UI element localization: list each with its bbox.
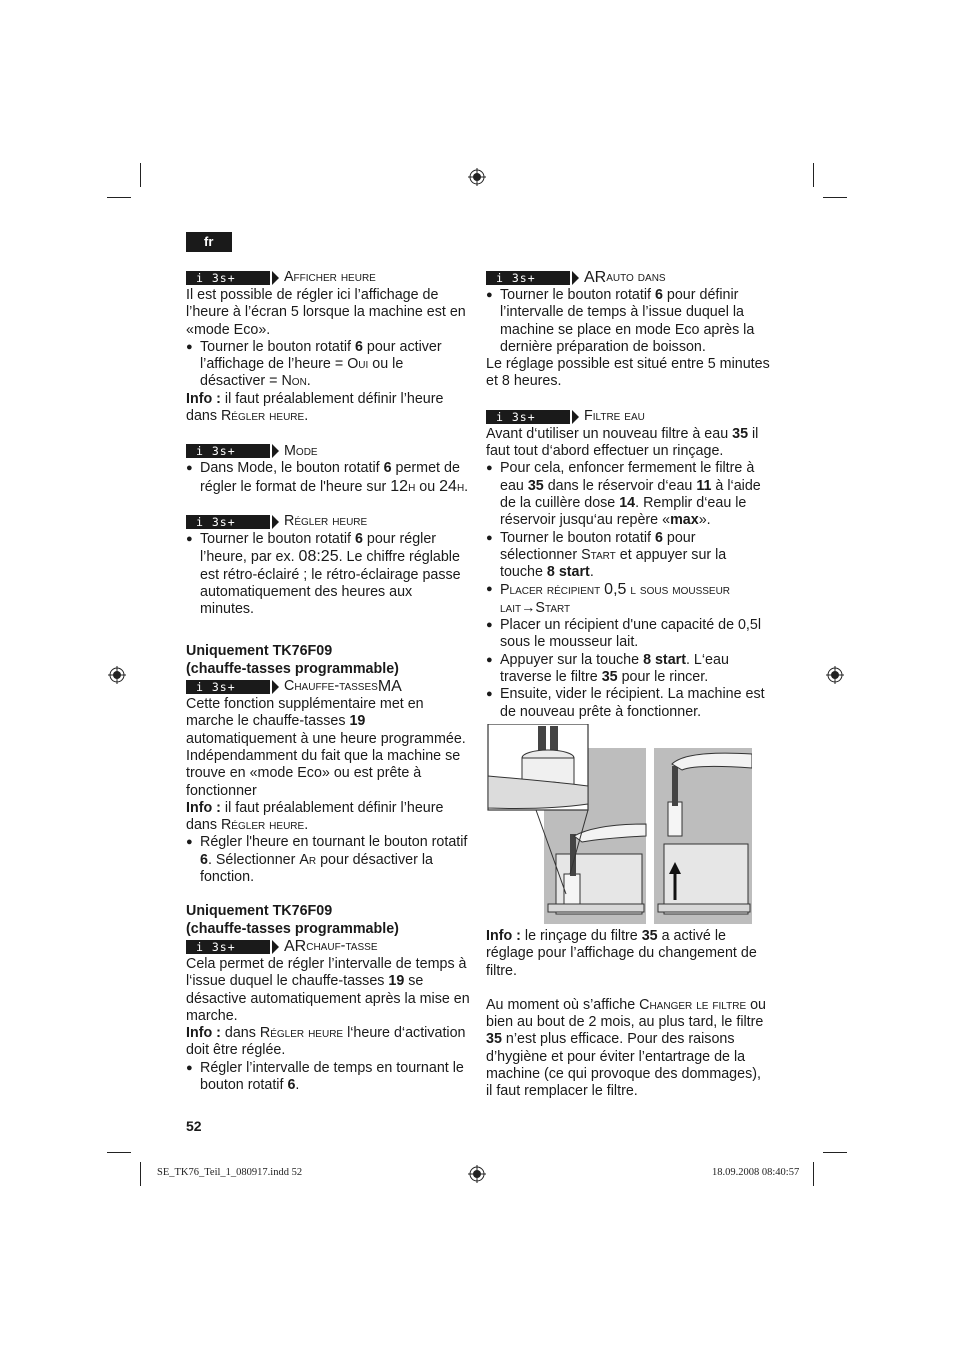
registration-mark-icon bbox=[468, 168, 486, 186]
section-title: Mode bbox=[284, 442, 318, 459]
model-heading: Uniquement TK76F09 bbox=[186, 903, 333, 920]
section-header bbox=[186, 269, 470, 287]
section-header: i 3s+ AR chauf-tasse bbox=[186, 938, 470, 956]
section-title: Filtre eau bbox=[584, 408, 645, 425]
model-subheading: (chauffe-tasses programmable) bbox=[186, 920, 399, 937]
arrow-right-icon bbox=[272, 271, 279, 285]
arrow-right-icon bbox=[272, 940, 279, 954]
bullet-item: ● Tourner le bouton rotatif 6 pour régler l’heure, par ex. 08:25. Le chiffre réglable est rétro-éclairé ; le rétro-éclairage passe automatiquement des heures aux minutes. bbox=[186, 531, 470, 618]
bullet-item: ● Appuyer sur la touche 8 start. L‘eau traverse le filtre 35 pour le rincer. bbox=[486, 652, 770, 687]
left-column bbox=[186, 269, 470, 1094]
paragraph: Cela permet de régler l’intervalle de temps à l‘issue duquel le chauffe-tasses 19 se désactive automatiquement après la mise en marche. bbox=[186, 955, 470, 1024]
paragraph: Il est possible de régler ici l’affichage de l’heure à l’écran 5 lorsque la machine est en «mode Eco». bbox=[186, 287, 466, 338]
paragraph: Au moment où s’affiche Changer le filtre ou bien au bout de 2 mois, au plus tard, le filtre 35 n’est plus efficace. Pour des raisons d’hygiène et pour éviter l’entartrage de la machine (ce qui provoque des dommages), il faut remplacer le filtre. bbox=[486, 996, 766, 1100]
section-title: auto dans bbox=[606, 269, 666, 286]
info-note: Info : le rinçage du filtre 35 a activé le réglage pour l’affichage du changement de filtre. bbox=[486, 928, 757, 979]
bullet-item: ● Dans Mode, le bouton rotatif 6 permet de régler le format de l'heure sur 12h ou 24h. bbox=[186, 460, 470, 496]
display-badge: i 3s+ bbox=[486, 271, 570, 285]
page-number: 52 bbox=[186, 1118, 202, 1134]
right-column bbox=[486, 269, 770, 721]
bullet-item: ● Placer récipient 0,5 l sous mousseur lait→Start bbox=[486, 581, 770, 617]
paragraph: Cette fonction supplémentaire met en marche le chauffe-tasses 19 automatiquement à une heure programmée. Indépendamment du fait que la machine se trouve en «mode Eco» ou est prête à fonctionner bbox=[186, 696, 466, 799]
bullet-item: ● Placer un récipient d'une capacité de 0,5l sous le mousseur lait. bbox=[486, 617, 770, 652]
model-heading: Uniquement TK76F09 bbox=[186, 643, 333, 660]
section-header bbox=[186, 513, 470, 531]
info-note: Info : il faut préalablement définir l’heure dans Régler heure. bbox=[186, 799, 444, 834]
bullet-item: ● Ensuite, vider le récipient. La machine est de nouveau prête à fonctionner. bbox=[486, 686, 770, 721]
display-badge: i 3s+ bbox=[186, 444, 270, 458]
info-note: Info : il faut préalablement définir l’heure dans Régler heure. bbox=[186, 390, 444, 425]
bullet-item: ● Tourner le bouton rotatif 6 pour définir l’intervalle de temps à l’issue duquel la machine se place en mode Eco après la dernière préparation de boisson. bbox=[486, 287, 770, 356]
registration-mark-icon bbox=[108, 666, 126, 684]
section-title: Régler heure bbox=[284, 513, 368, 530]
paragraph: Le réglage possible est situé entre 5 minutes et 8 heures. bbox=[486, 356, 770, 390]
paragraph: Avant d‘utiliser un nouveau filtre à eau 35 il faut tout d‘abord effectuer un rinçage. bbox=[486, 425, 759, 460]
display-badge: i 3s+ bbox=[186, 680, 270, 694]
section-header bbox=[486, 408, 770, 426]
bullet-item: ● Tourner le bouton rotatif 6 pour activer l’affichage de l’heure = Oui ou le désactiver = Non. bbox=[186, 339, 470, 391]
crop-mark bbox=[813, 163, 814, 187]
section-header: i 3s+ Chauffe-tasses MA bbox=[186, 678, 470, 696]
crop-mark bbox=[823, 197, 847, 198]
arrow-right-icon bbox=[272, 444, 279, 458]
right-column-lower bbox=[486, 928, 770, 1101]
language-tab: fr bbox=[186, 232, 232, 252]
bullet-item: ● Pour cela, enfoncer fermement le filtre à eau 35 dans le réservoir d‘eau 11 à l‘aide de la cuillère dose 14. Remplir d‘eau le réservoir jusqu‘au repère «max». bbox=[486, 460, 770, 529]
footer-filename: SE_TK76_Teil_1_080917.indd 52 bbox=[157, 1167, 303, 1178]
registration-mark-icon bbox=[468, 1165, 486, 1183]
info-note: Info : dans Régler heure l‘heure d‘activation doit être réglée. bbox=[186, 1025, 466, 1059]
bullet-item: ● Régler l’intervalle de temps en tournant le bouton rotatif 6. bbox=[186, 1060, 470, 1095]
arrow-right-icon bbox=[272, 680, 279, 694]
crop-mark bbox=[140, 1162, 141, 1186]
display-badge: i 3s+ bbox=[486, 410, 570, 424]
crop-mark bbox=[823, 1152, 847, 1153]
registration-mark-icon bbox=[826, 666, 844, 684]
display-badge: i 3s+ bbox=[186, 515, 270, 529]
section-title: chauf-tasse bbox=[306, 938, 378, 955]
display-badge: i 3s+ bbox=[186, 271, 270, 285]
section-title: Afficher heure bbox=[284, 269, 376, 286]
arrow-right-icon bbox=[572, 410, 579, 424]
section-header: i 3s+ AR auto dans bbox=[486, 269, 770, 287]
crop-mark bbox=[107, 197, 131, 198]
filter-rinse-illustration bbox=[486, 724, 752, 924]
bullet-item: ● Régler l'heure en tournant le bouton rotatif 6. Sélectionner Ar pour désactiver la fonction. bbox=[186, 834, 470, 886]
display-badge: i 3s+ bbox=[186, 940, 270, 954]
model-subheading: (chauffe-tasses programmable) bbox=[186, 660, 399, 677]
crop-mark bbox=[140, 163, 141, 187]
bullet-item: ● Tourner le bouton rotatif 6 pour sélectionner Start et appuyer sur la touche 8 start. bbox=[486, 530, 770, 582]
footer-timestamp: 18.09.2008 08:40:57 bbox=[712, 1167, 800, 1178]
section-title: Chauffe-tasses bbox=[284, 678, 378, 695]
arrow-right-icon bbox=[272, 515, 279, 529]
arrow-right-icon bbox=[572, 271, 579, 285]
crop-mark bbox=[813, 1162, 814, 1186]
crop-mark bbox=[107, 1152, 131, 1153]
section-header bbox=[186, 442, 470, 460]
